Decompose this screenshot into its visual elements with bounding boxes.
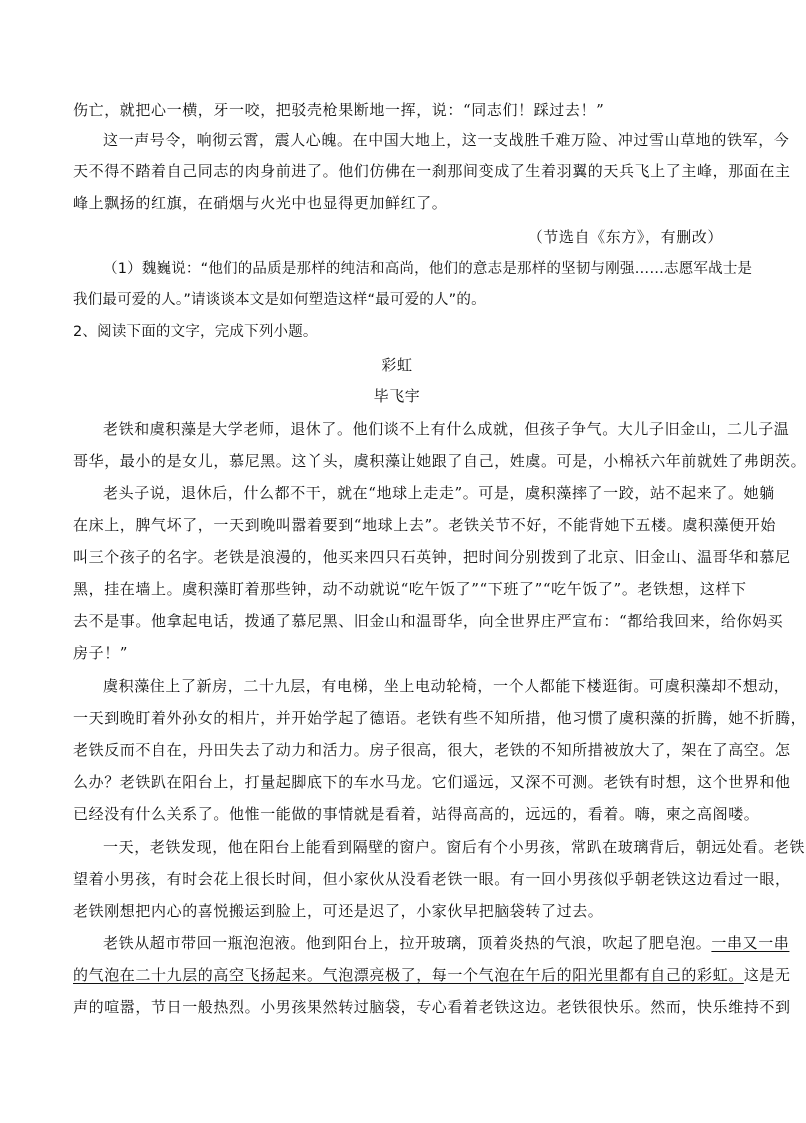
text-line: 虞积藻住上了新房，二十九层，有电梯，坐上电动轮椅，一个人都能下楼逛街。可虞积藻却不想动， [103,677,790,695]
text-line: 去不是事。他拿起电话，拨通了慕尼黑、旧金山和温哥华，向全世界庄严宣布：“都给我回来，给你妈买 [73,612,784,630]
underlined-text: 的气泡在二十九层的高空飞扬起来。气泡漂亮极了，每一个气泡在午后的阳光里都有自己的彩虹。 [73,966,744,984]
text-line: 老头子说，退休后，什么都不干，就在“地球上走走”。可是，虞积藻摔了一跤，站不起来了。她躺 [103,484,775,502]
text-line: 房子！” [73,644,129,662]
passage-author: 毕飞宇 [373,387,421,405]
text-segment: 老铁从超市带回一瓶泡泡液。他到阳台上，拉开玻璃，顶着炎热的气浪，吹起了肥皂泡。 [103,934,712,952]
text-line: 峰上飘扬的红旗，在硝烟与火光中也显得更加鲜红了。 [73,194,448,212]
question-1-line: （1）魏巍说：“他们的品质是那样的纯洁和高尚，他们的意志是那样的坚韧与刚强……志愿军战士是 [103,261,753,277]
text-line: 望着小男孩，有时会花上很长时间，但小家伙从没看老铁一眼。有一回小男孩似乎朝老铁这边看过一眼， [73,870,791,888]
question-1-line: 我们最可爱的人。”请谈谈本文是如何塑造这样“最可爱的人”的。 [73,292,486,308]
text-line: 老铁反而不自在，丹田失去了动力和活力。房子很高，很大，老铁的不知所措被放大了，架在了高空。怎 [73,741,791,759]
text-line: 老铁刚想把内心的喜悦搬运到脸上，可还是迟了，小家伙早把脑袋转了过去。 [73,902,604,920]
text-line [73,964,791,986]
text-line: 天不得不踏着自己同志的肉身前进了。他们仿佛在一刹那间变成了生着羽翼的天兵飞上了主峰，那面在主 [73,162,791,180]
text-line: 老铁和虞积藻是大学老师，退休了。他们谈不上有什么成就，但孩子争气。大儿子旧金山，二儿子温 [103,420,790,438]
underlined-text: 一串又一串 [711,934,790,952]
text-line: 一天到晚盯着外孙女的相片，并开始学起了德语。老铁有些不知所措，他习惯了虞积藻的折腾，她不折腾， [73,709,806,727]
text-line: 伤亡，就把心一横，牙一咬，把驳壳枪果断地一挥，说：“同志们！踩过去！” [73,101,605,119]
text-line: 么办？老铁趴在阳台上，打量起脚底下的车水马龙。它们遥远，又深不可测。老铁有时想，这个世界和他 [73,773,791,791]
text-line: 一天，老铁发现，他在阳台上能看到隔壁的窗户。窗后有个小男孩，常趴在玻璃背后，朝远处看。老铁 [103,838,806,856]
text-line: 黑，挂在墙上。虞积藻盯着那些钟，动不动就说“吃午饭了”“下班了”“吃午饭了”。老铁想，这样下 [73,580,747,598]
text-line: 这一声号令，响彻云霄，震人心魄。在中国大地上，这一支战胜千难万险、冲过雪山草地的铁军，今 [103,131,790,149]
text-line: 哥华，最小的是女儿，慕尼黑。这丫头，虞积藻让她跟了自己，姓虞。可是，小棉袄六年前就姓了弗朗茨。 [73,452,806,470]
text-line: 在床上，脾气坏了，一天到晚叫嚣着要到“地球上去”。老铁关节不好，不能背她下五楼。虞积藻便开始 [73,516,776,534]
text-line: 叫三个孩子的名字。老铁是浪漫的，他买来四只石英钟，把时间分别拨到了北京、旧金山、温哥华和慕尼 [73,548,791,566]
text-line: 已经没有什么关系了。他惟一能做的事情就是看着，站得高高的，远远的，看着。嗨，柬之高阁喽。 [73,805,760,823]
text-line: 声的喧嚣，节日一般热烈。小男孩果然转过脑袋，专心看着老铁这边。老铁很快乐。然而，快乐维持不到 [73,998,791,1016]
source-citation: （节选自《东方》，有删改） [527,228,723,246]
text-line [103,932,790,954]
passage-title: 彩虹 [381,356,413,374]
text-segment: 这是无 [743,966,791,984]
question-2-instruction: 2、阅读下面的文字，完成下列小题。 [73,324,318,340]
